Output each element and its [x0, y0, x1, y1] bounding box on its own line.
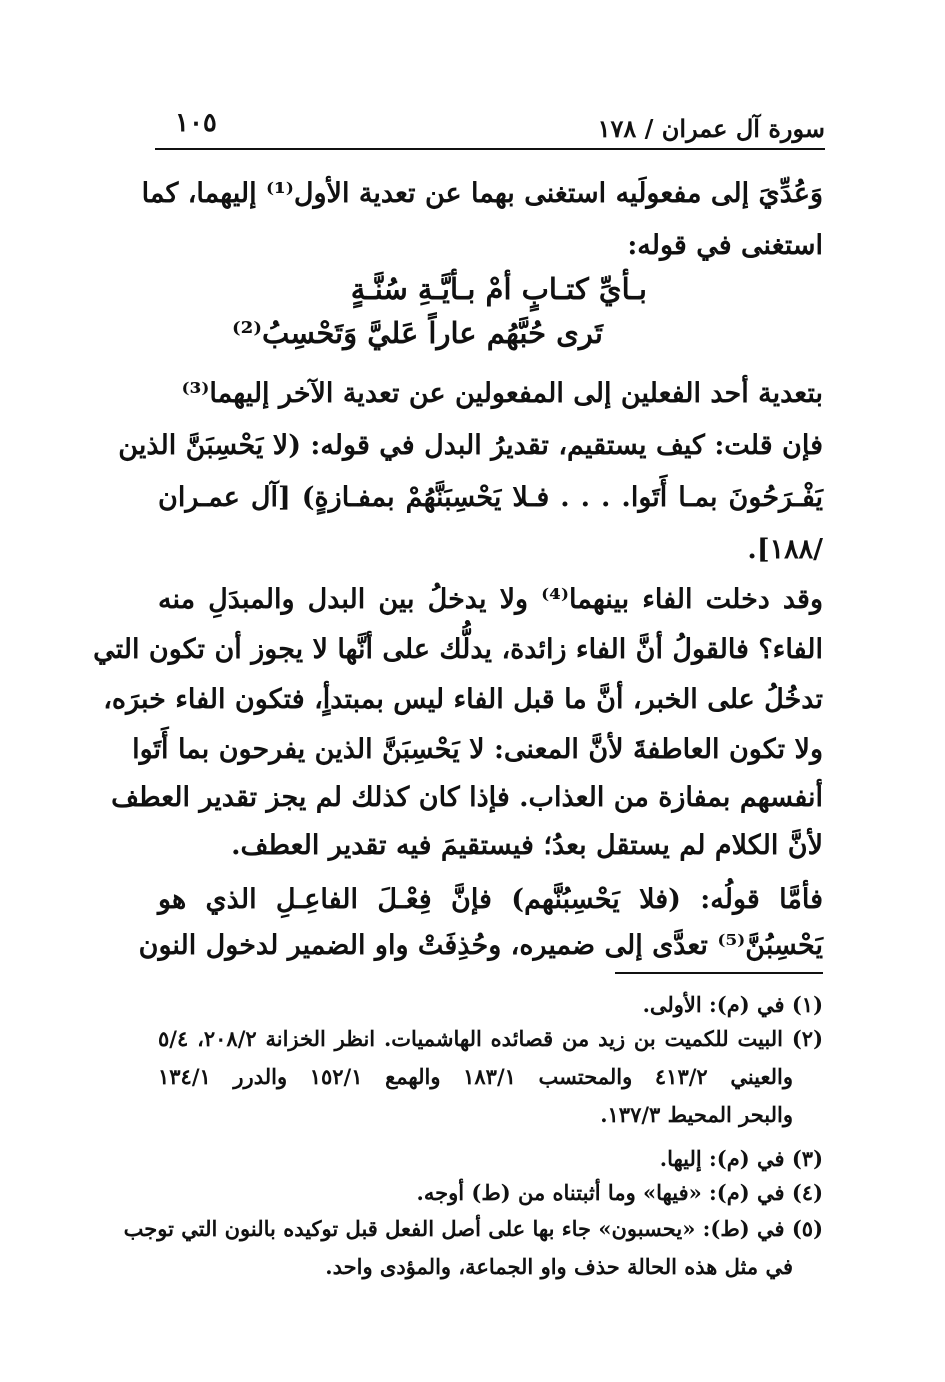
page-number: ١٠٥	[175, 108, 217, 138]
footnote-2-line: والبحر المحيط ١٣٧/٣.	[600, 1102, 793, 1127]
body-line: أنفسهم بمفازة من العذاب. فإذا كان كذلك لم يجز تقدير العطف	[111, 782, 823, 813]
body-line: فإن قلت: كيف يستقيم، تقديرُ البدل في قوله: (لا يَحْسِبَنَّ الذين	[118, 430, 823, 461]
body-line: /١٨٨].	[747, 534, 823, 565]
footnote-2-line: (٢) البيت للكميت بن زيد من قصائده الهاشميات. انظر الخزانة ٢٠٨/٢، ٥/٤	[158, 1026, 823, 1051]
body-line: تدخُلُ على الخبر، أنَّ ما قبل الفاء ليس بمبتدأٍ، فتكون الفاء خبرَه،	[103, 684, 823, 715]
body-line: يَفْـرَحُونَ بمـا أَتَوا. . . . فـلا يَحْسِبَنَّهُمْ بمفـازةٍ) [آل عمـران	[158, 482, 823, 513]
footnote-5-line: (٥) في (ط): «يحسبون» جاء بها على أصل الفعل قبل توكيده بالنون التي توجب	[123, 1216, 823, 1241]
footnote-separator	[615, 972, 823, 974]
body-line: وقد دخلت الفاء بينهما⁽⁴⁾ ولا يدخلُ بين البدل والمبدَلِ منه	[158, 584, 823, 615]
footnote-5-line: في مثل هذه الحالة حذف واو الجماعة، والمؤدى واحد.	[325, 1254, 793, 1279]
footnote-3: (٣) في (م): إليها.	[659, 1146, 823, 1171]
body-line: يَحْسِبُنَّ⁽⁵⁾ تعدَّى إلى ضميره، وحُذِفَتْ واو الضمير لدخول النون	[138, 930, 823, 961]
footnote-2-line: والعيني ٤١٣/٢ والمحتسب ١٨٣/١ والهمع ١٥٢/١ والدرر ١٣٤/١	[158, 1064, 793, 1089]
body-line: بتعدية أحد الفعلين إلى المفعولين عن تعدية الآخر إليهما⁽³⁾	[181, 378, 823, 409]
body-line: لأنَّ الكلام لم يستقل بعدُ؛ فيستقيمَ فيه تقدير العطف.	[231, 830, 823, 861]
poetry-verse-line-1: بـأيِّ كتـابٍ أمْ بـأيَّـةِ سُنَّـةٍ	[350, 272, 647, 306]
running-header	[155, 108, 825, 150]
footnote-1: (١) في (م): الأولى.	[642, 992, 823, 1017]
body-line: وَعُدِّيَ إلى مفعولَيه استغنى بهما عن تعدية الأول⁽¹⁾ إليهما، كما	[141, 178, 823, 209]
body-line: ولا تكون العاطفةَ لأنَّ المعنى: لا يَحْسِبَنَّ الذين يفرحون بما أَتَوا	[132, 734, 823, 765]
poetry-verse-line-2: تَرى حُبَّهُم عاراً عَليَّ وَتَحْسِبُ⁽²⁾	[232, 316, 603, 350]
footnote-4: (٤) في (م): «فيها» وما أثبتناه من (ط) أوجه.	[416, 1180, 823, 1205]
header-title: سورة آل عمران / ١٧٨	[597, 114, 825, 143]
body-line: استغنى في قوله:	[627, 230, 823, 261]
body-line: الفاء؟ فالقولُ أنَّ الفاء زائدة، يدلُّك على أنَّها لا يجوز أن تكون التي	[93, 634, 823, 665]
body-line: فأمَّا قولُه: (فلا يَحْسِبُنَّهم) فإنَّ فِعْـلَ الفاعِـلِ الذي هو	[158, 884, 823, 915]
